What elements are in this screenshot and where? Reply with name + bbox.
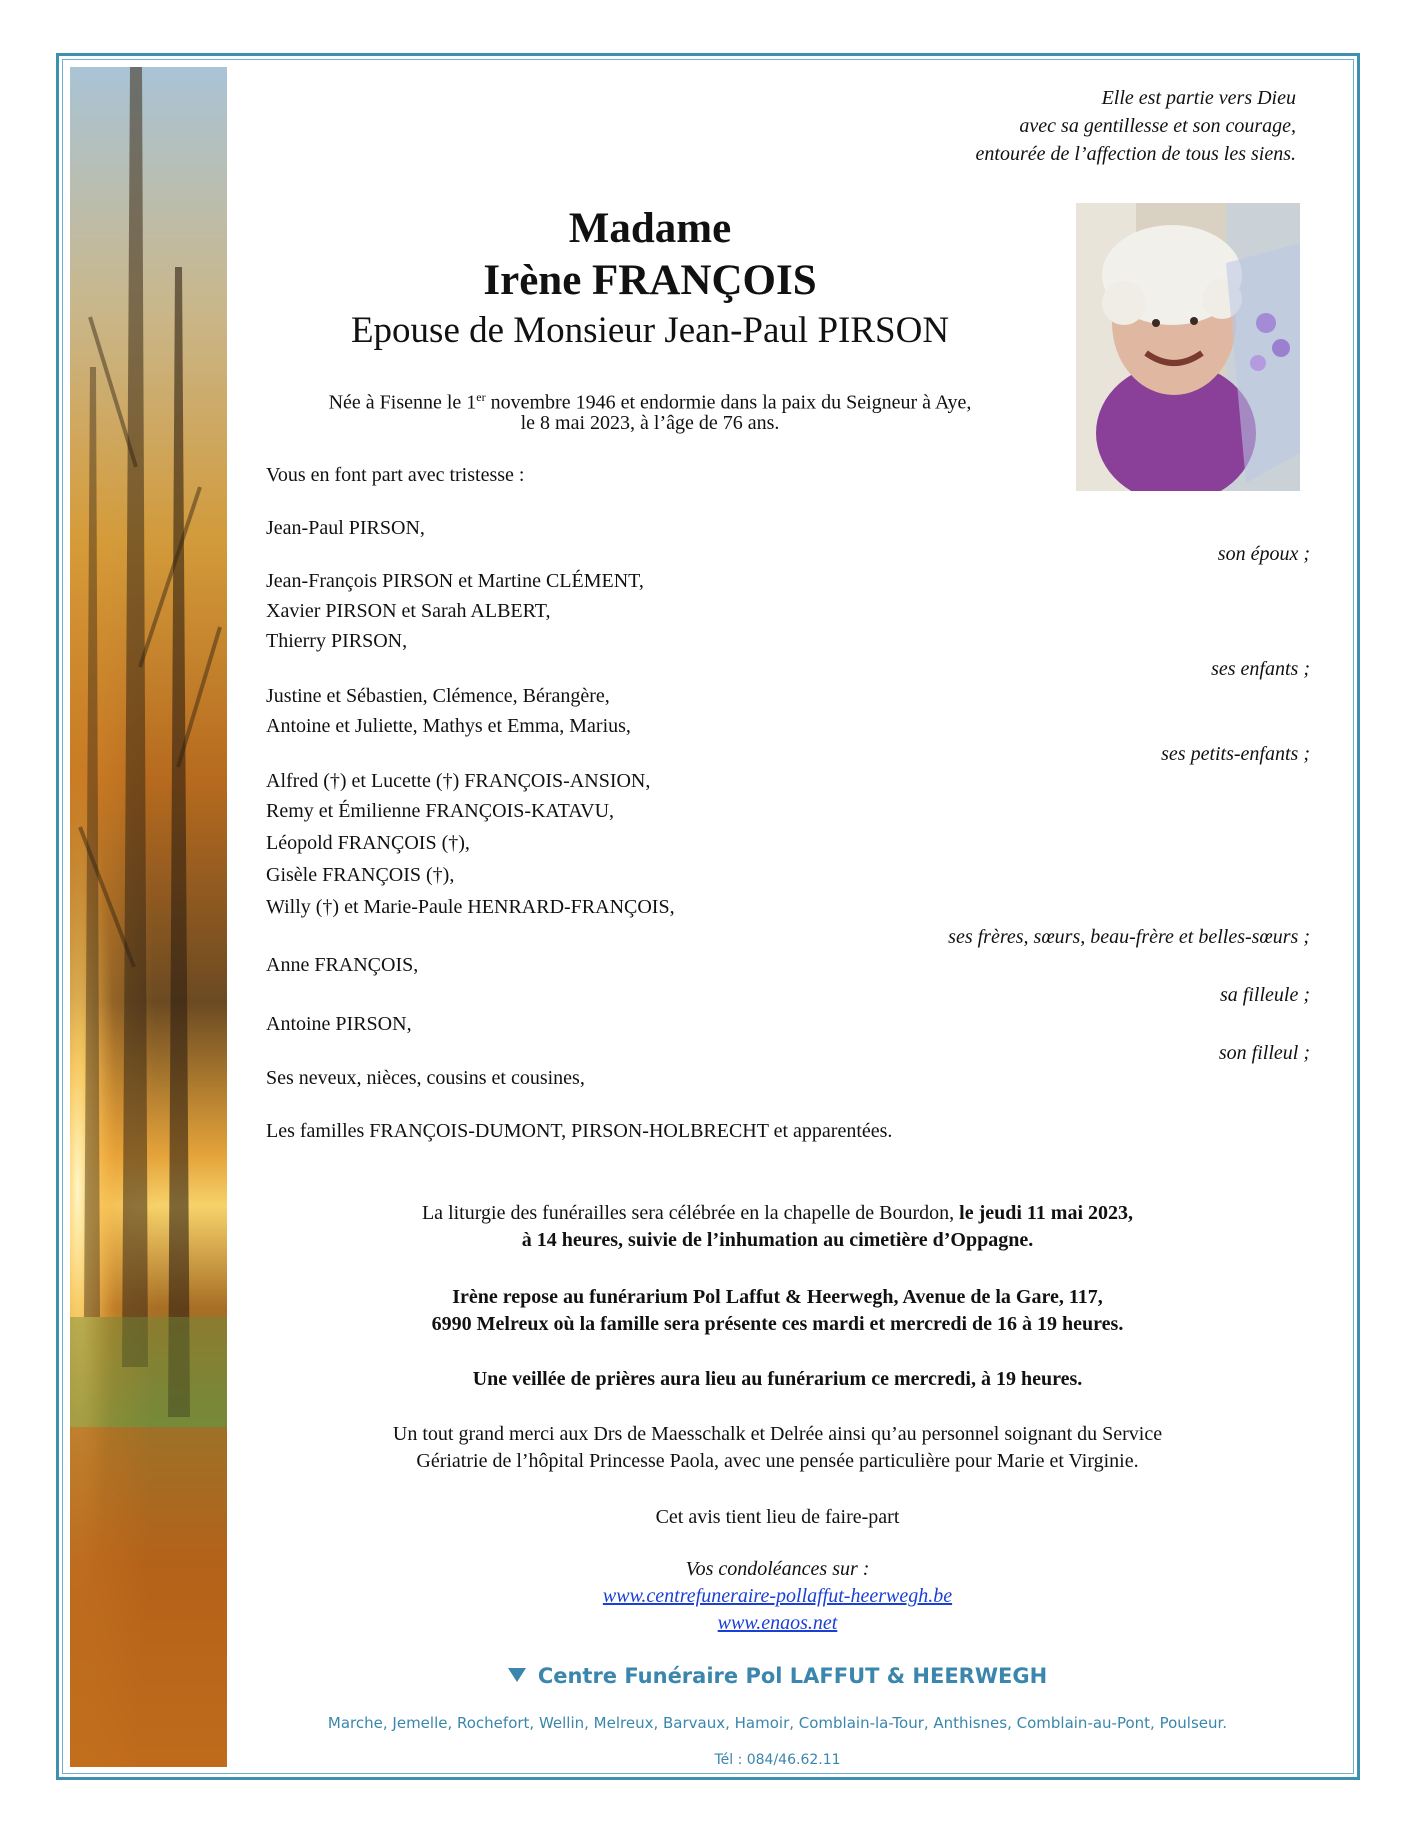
company-cities: Marche, Jemelle, Rochefort, Wellin, Melreux, Barvaux, Hamoir, Comblain-la-Tour, Anthisnes, Comblain-au-Pont, Poulseur. <box>327 1714 1228 1732</box>
funeral-info <box>270 1200 1285 1254</box>
intro-line: Vous en font part avec tristesse : <box>266 464 525 486</box>
relation-children: ses enfants ; <box>1211 658 1310 680</box>
condolences-label: Vos condoléances sur : <box>685 1558 870 1580</box>
nephews-line: Ses neveux, nièces, cousins et cousines, <box>266 1067 585 1089</box>
title-madame: Madame <box>568 205 732 252</box>
child-line: Xavier PIRSON et Sarah ALBERT, <box>266 600 551 622</box>
deceased-name: Irène FRANÇOIS <box>483 257 817 304</box>
sibling-line: Alfred (†) et Lucette (†) FRANÇOIS-ANSION, <box>266 770 651 792</box>
child-line: Jean-François PIRSON et Martine CLÉMENT, <box>266 570 644 592</box>
relation-siblings: ses frères, sœurs, beau-frère et belles-sœurs ; <box>948 926 1310 948</box>
relation-spouse: son époux ; <box>1217 543 1310 565</box>
sibling-line: Léopold FRANÇOIS (†), <box>266 832 470 854</box>
sibling-line: Gisèle FRANÇOIS (†), <box>266 864 455 886</box>
relation-godson: son filleul ; <box>1218 1042 1310 1064</box>
liturgy-text: La liturgie des funérailles sera célébrée en la chapelle de Bourdon, <box>421 1202 960 1224</box>
sibling-line: Remy et Émilienne FRANÇOIS-KATAVU, <box>266 800 615 822</box>
epigraph-line: entourée de l’affection de tous les siens. <box>975 143 1296 165</box>
autumn-trees-image <box>70 67 227 1767</box>
enaos-link[interactable]: www.enaos.net <box>717 1612 838 1634</box>
godson-name: Antoine PIRSON, <box>266 1013 412 1035</box>
thanks-line: Gériatrie de l’hôpital Princesse Paola, avec une pensée particulière pour Marie et Virginie. <box>416 1450 1139 1472</box>
epigraph-line: Elle est partie vers Dieu <box>1101 87 1296 109</box>
grandchild-line: Justine et Sébastien, Clémence, Bérangère, <box>266 685 610 707</box>
deceased-portrait <box>1076 203 1300 491</box>
ordinal-sup: er <box>476 390 486 404</box>
repose-info <box>270 1284 1285 1338</box>
company-name <box>270 1664 1285 1688</box>
vigil-info <box>270 1366 1285 1393</box>
liturgy-time: à 14 heures, suivie de l’inhumation au cimetière d’Oppagne. <box>521 1229 1034 1251</box>
child-line: Thierry PIRSON, <box>266 630 408 652</box>
spouse-name: Jean-Paul PIRSON, <box>266 517 425 539</box>
sibling-line: Willy (†) et Marie-Paule HENRARD-FRANÇOIS, <box>266 896 675 918</box>
condolences-block <box>270 1556 1285 1637</box>
birth-text: Née à Fisenne le 1 <box>328 391 477 414</box>
repose-line: 6990 Melreux où la famille sera présente ces mardi et mercredi de 16 à 19 heures. <box>431 1313 1124 1335</box>
thanks-info <box>270 1421 1285 1475</box>
relation-goddaughter: sa filleule ; <box>1220 984 1310 1006</box>
notice-line: Cet avis tient lieu de faire-part <box>655 1506 900 1528</box>
repose-line: Irène repose au funérarium Pol Laffut & Heerwegh, Avenue de la Gare, 117, <box>452 1286 1103 1308</box>
families-line: Les familles FRANÇOIS-DUMONT, PIRSON-HOLBRECHT et apparentées. <box>266 1120 893 1142</box>
thanks-line: Un tout grand merci aux Drs de Maesschalk et Delrée ainsi qu’au personnel soignant du Service <box>392 1423 1163 1445</box>
birth-text-cont: novembre 1946 et endormie dans la paix du Seigneur à Aye, <box>485 391 972 414</box>
goddaughter-name: Anne FRANÇOIS, <box>266 954 419 976</box>
spouse-subtitle: Epouse de Monsieur Jean-Paul PIRSON <box>350 310 950 351</box>
company-name-text: Centre Funéraire Pol LAFFUT & HEERWEGH <box>537 1664 1048 1688</box>
epigraph-line: avec sa gentillesse et son courage, <box>1019 115 1296 137</box>
grandchild-line: Antoine et Juliette, Mathys et Emma, Marius, <box>266 715 631 737</box>
triangle-down-icon <box>508 1668 526 1682</box>
liturgy-date: le jeudi 11 mai 2023, <box>959 1202 1134 1224</box>
death-date-line: le 8 mai 2023, à l’âge de 76 ans. <box>520 412 780 434</box>
funeral-home-link[interactable]: www.centrefuneraire-pollaffut-heerwegh.be <box>602 1585 953 1607</box>
epigraph <box>696 84 1296 168</box>
relation-grandchildren: ses petits-enfants ; <box>1161 743 1310 765</box>
company-phone: Tél : 084/46.62.11 <box>714 1752 841 1768</box>
vigil-line: Une veillée de prières aura lieu au funérarium ce mercredi, à 19 heures. <box>472 1368 1083 1390</box>
